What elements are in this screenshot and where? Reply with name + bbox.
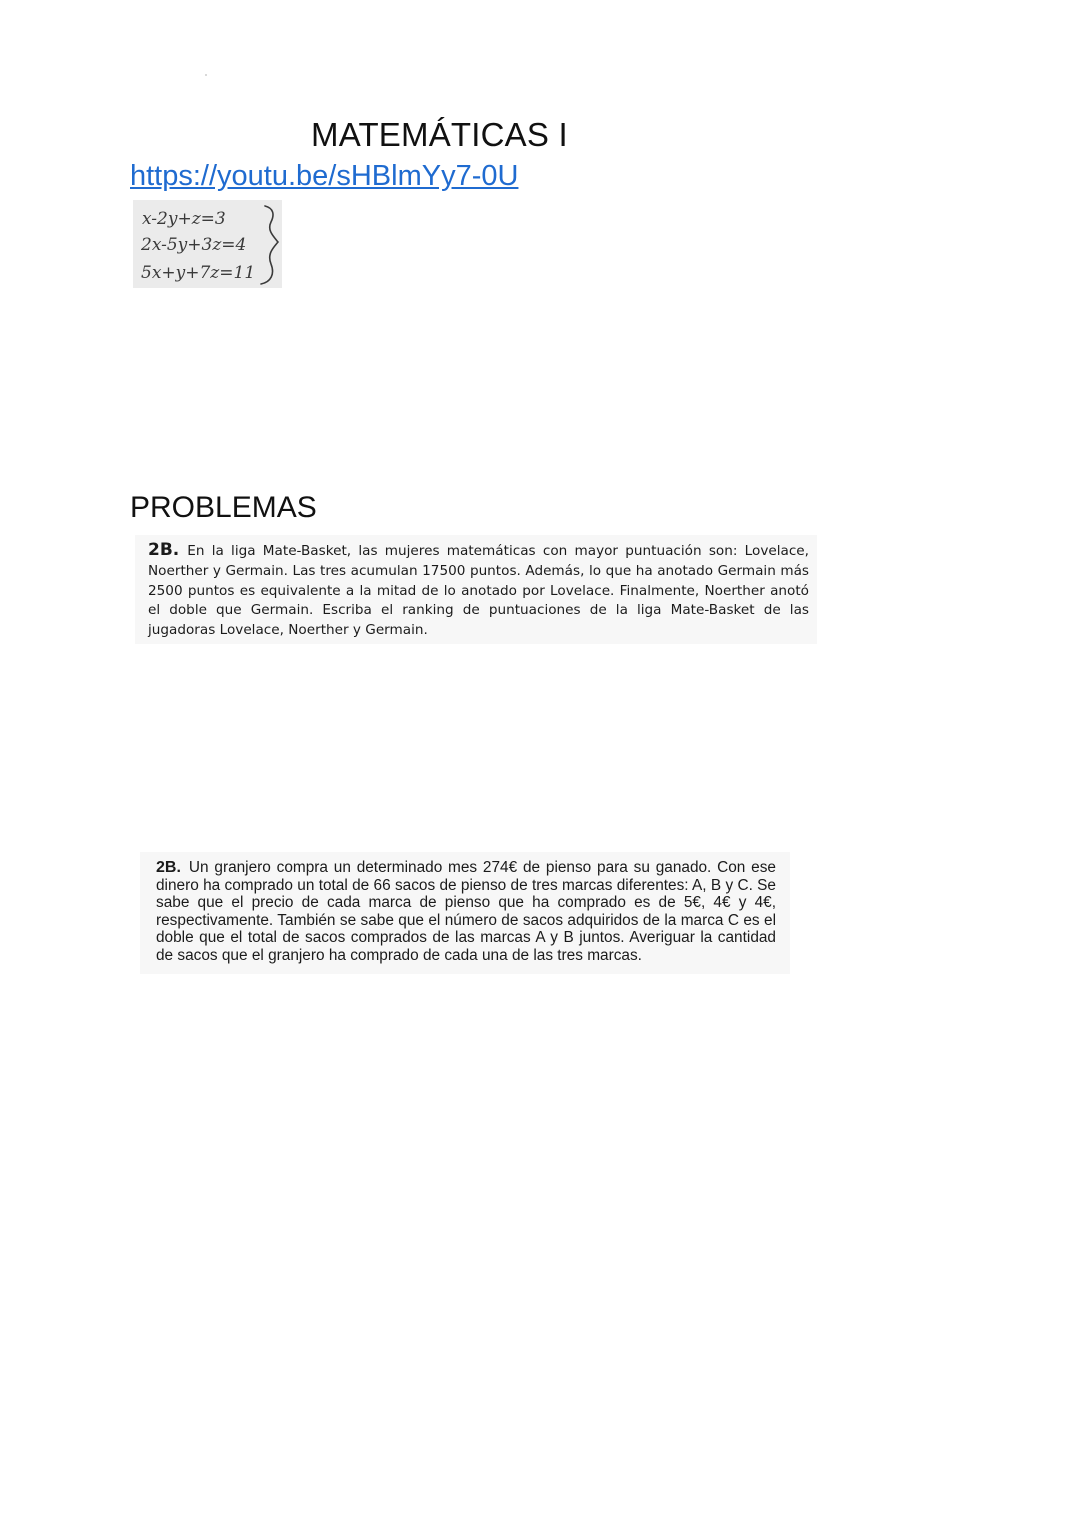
problem-card-1 (135, 535, 817, 644)
equation-line-2: 2x-5y+3z=4 (141, 235, 247, 255)
page-title: MATEMÁTICAS I (311, 116, 568, 153)
youtube-link[interactable]: https://youtu.be/sHBlmYy7-0U (130, 160, 519, 192)
equations-drawing (133, 200, 282, 288)
problem-card-2 (140, 852, 790, 974)
handwritten-equations-image (133, 200, 282, 288)
section-heading: PROBLEMAS (130, 491, 317, 524)
page-speck (205, 74, 207, 76)
problem-number: 2B. (156, 859, 181, 876)
problem-text: Un granjero compra un determinado mes 274€ de pienso para su ganado. Con ese dinero ha comprado un total de 66 sacos de pienso de tres marcas diferentes: A, B y C. Se sabe que el precio de cada marca de pienso que ha comprado es de 5€, 4€ y 4€, respectivamente. También se sabe que el número de sacos adquiridos de la marca C es el doble que el total de sacos comprados de las marcas A y B juntos. Averiguar la cantidad de sacos que el granjero ha comprado de cada una de las tres marcas. (156, 859, 776, 964)
problem-number: 2B. (148, 540, 180, 560)
equation-line-1: x-2y+z=3 (142, 209, 226, 229)
problem-text: En la liga Mate-Basket, las mujeres matemáticas con mayor puntuación son: Lovelace, Noerther y Germain. Las tres acumulan 17500 puntos. Además, lo que ha anotado Germain más 2500 puntos es equivalente a la mitad de lo anotado por Lovelace. Finalmente, Noerther anotó el doble que Germain. Escriba el ranking de puntuaciones de la liga Mate-Basket de las jugadoras Lovelace, Noerther y Germain. (148, 543, 809, 639)
equation-line-3: 5x+y+7z=11 (141, 263, 256, 283)
